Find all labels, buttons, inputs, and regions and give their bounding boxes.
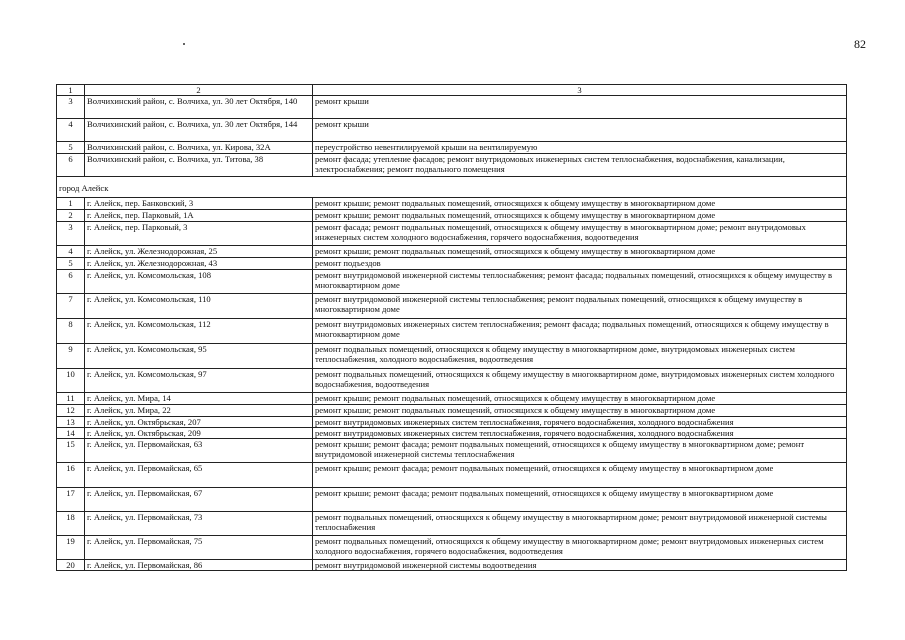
row-number: 4 (57, 245, 85, 257)
row-address: г. Алейск, ул. Первомайская, 73 (85, 512, 313, 536)
table-row (57, 293, 847, 318)
row-address: г. Алейск, ул. Первомайская, 75 (85, 536, 313, 560)
row-address: Волчихинский район, с. Волчиха, ул. Кирова, 32А (85, 142, 313, 153)
table-row (57, 153, 847, 176)
table-row (57, 439, 847, 463)
row-works: ремонт подъездов (313, 257, 847, 269)
header-row (57, 85, 847, 96)
table-row (57, 318, 847, 343)
row-number: 8 (57, 318, 85, 343)
row-number: 13 (57, 416, 85, 427)
table-row (57, 257, 847, 269)
row-address: г. Алейск, пер. Банковский, 3 (85, 197, 313, 209)
table-row (57, 427, 847, 438)
row-number: 17 (57, 488, 85, 512)
table-row (57, 245, 847, 257)
row-number: 6 (57, 269, 85, 293)
table-row (57, 142, 847, 153)
row-works: ремонт внутридомовой инженерной системы теплоснабжения; ремонт фасада; подвальных помещений, относящихся к общему имуществу в многоквартирном доме (313, 269, 847, 293)
row-number: 15 (57, 439, 85, 463)
row-address: г. Алейск, ул. Октябрьская, 209 (85, 427, 313, 438)
row-works: ремонт подвальных помещений, относящихся к общему имуществу в многоквартирном доме, внутридомовых инженерных систем холодного водоснабжения, водоотведения (313, 368, 847, 392)
row-number: 10 (57, 368, 85, 392)
row-address: г. Алейск, ул. Комсомольская, 97 (85, 368, 313, 392)
table-row (57, 536, 847, 560)
table-row (57, 463, 847, 488)
row-works: ремонт крыши; ремонт фасада; ремонт подвальных помещений, относящихся к общему имуществу в многоквартирном доме; ремонт внутридомовой инженерной системы теплоснабжения (313, 439, 847, 463)
row-address: г. Алейск, ул. Мира, 22 (85, 404, 313, 416)
row-address: Волчихинский район, с. Волчиха, ул. 30 лет Октября, 144 (85, 119, 313, 142)
row-address: Волчихинский район, с. Волчиха, ул. 30 лет Октября, 140 (85, 96, 313, 119)
row-works: ремонт крыши; ремонт подвальных помещений, относящихся к общему имуществу в многоквартирном доме (313, 404, 847, 416)
row-works: ремонт фасада; ремонт подвальных помещений, относящихся к общему имуществу в многоквартирном доме; ремонт внутридомовых инженерных систем холодного водоснабжения, горячего водоснабжения, водоотведения (313, 221, 847, 245)
table-row (57, 404, 847, 416)
table-row (57, 269, 847, 293)
row-address: г. Алейск, пер. Парковый, 1А (85, 209, 313, 221)
row-address: г. Алейск, ул. Комсомольская, 108 (85, 269, 313, 293)
section-row (57, 176, 847, 197)
row-address: г. Алейск, ул. Комсомольская, 95 (85, 343, 313, 368)
row-number: 7 (57, 293, 85, 318)
row-works: ремонт внутридомовой инженерной системы водоотведения (313, 560, 847, 571)
row-works: ремонт внутридомовых инженерных систем теплоснабжения, горячего водоснабжения, холодного водоснабжения (313, 427, 847, 438)
row-works: ремонт внутридомовых инженерных систем теплоснабжения, горячего водоснабжения, холодного водоснабжения (313, 416, 847, 427)
row-number: 4 (57, 119, 85, 142)
row-works: переустройство невентилируемой крыши на вентилируемую (313, 142, 847, 153)
header-col-1: 1 (57, 85, 85, 96)
row-address: г. Алейск, ул. Первомайская, 65 (85, 463, 313, 488)
table-row (57, 488, 847, 512)
row-number: 9 (57, 343, 85, 368)
row-works: ремонт фасада; утепление фасадов; ремонт внутридомовых инженерных систем теплоснабжения, водоснабжения, канализации, электроснабжения; ремонт подвального помещения (313, 153, 847, 176)
row-number: 5 (57, 142, 85, 153)
row-works: ремонт крыши; ремонт фасада; ремонт подвальных помещений, относящихся к общему имуществу в многоквартирном доме (313, 463, 847, 488)
row-works: ремонт подвальных помещений, относящихся к общему имуществу в многоквартирном доме; ремонт внутридомовой инженерной системы теплоснабжения (313, 512, 847, 536)
table-row (57, 119, 847, 142)
row-number: 16 (57, 463, 85, 488)
row-works: ремонт внутридомовых инженерных систем теплоснабжения; ремонт фасада; подвальных помещений, относящихся к общему имуществу в многоквартирном доме (313, 318, 847, 343)
row-number: 14 (57, 427, 85, 438)
row-works: ремонт крыши; ремонт фасада; ремонт подвальных помещений, относящихся к общему имуществу в многоквартирном доме (313, 488, 847, 512)
row-address: г. Алейск, ул. Первомайская, 63 (85, 439, 313, 463)
row-works: ремонт крыши (313, 96, 847, 119)
table-row (57, 512, 847, 536)
row-works: ремонт крыши; ремонт подвальных помещений, относящихся к общему имуществу в многоквартирном доме (313, 209, 847, 221)
table-row (57, 392, 847, 404)
row-number: 11 (57, 392, 85, 404)
header-col-2: 2 (85, 85, 313, 96)
page-number: 82 (854, 37, 866, 51)
row-number: 5 (57, 257, 85, 269)
row-number: 19 (57, 536, 85, 560)
row-number: 12 (57, 404, 85, 416)
row-number: 20 (57, 560, 85, 571)
row-address: г. Алейск, ул. Железнодорожная, 43 (85, 257, 313, 269)
row-number: 2 (57, 209, 85, 221)
row-address: г. Алейск, ул. Мира, 14 (85, 392, 313, 404)
row-works: ремонт подвальных помещений, относящихся к общему имуществу в многоквартирном доме; ремонт внутридомовых инженерных систем холодного водоснабжения, горячего водоснабжения, водоотведения (313, 536, 847, 560)
table-row (57, 96, 847, 119)
table-row (57, 197, 847, 209)
row-address: г. Алейск, пер. Парковый, 3 (85, 221, 313, 245)
row-works: ремонт подвальных помещений, относящихся к общему имуществу в многоквартирном доме, внутридомовых инженерных систем теплоснабжения, холодного водоснабжения, водоотведения (313, 343, 847, 368)
table-row (57, 560, 847, 571)
row-number: 18 (57, 512, 85, 536)
row-works: ремонт внутридомовой инженерной системы теплоснабжения; ремонт подвальных помещений, относящихся к общему имуществу в многоквартирном доме (313, 293, 847, 318)
row-works: ремонт крыши; ремонт подвальных помещений, относящихся к общему имуществу в многоквартирном доме (313, 392, 847, 404)
row-address: г. Алейск, ул. Комсомольская, 110 (85, 293, 313, 318)
table-row (57, 368, 847, 392)
row-address: г. Алейск, ул. Первомайская, 86 (85, 560, 313, 571)
row-address: г. Алейск, ул. Первомайская, 67 (85, 488, 313, 512)
table-row (57, 209, 847, 221)
section-title: город Алейск (57, 176, 847, 197)
row-address: г. Алейск, ул. Октябрьская, 207 (85, 416, 313, 427)
row-address: Волчихинский район, с. Волчиха, ул. Титова, 38 (85, 153, 313, 176)
row-number: 6 (57, 153, 85, 176)
header-col-3: 3 (313, 85, 847, 96)
repair-program-table (56, 84, 847, 571)
table-row (57, 221, 847, 245)
table-row (57, 343, 847, 368)
row-works: ремонт крыши (313, 119, 847, 142)
table-row (57, 416, 847, 427)
row-address: г. Алейск, ул. Железнодорожная, 25 (85, 245, 313, 257)
scan-dot (183, 43, 185, 45)
row-works: ремонт крыши; ремонт подвальных помещений, относящихся к общему имуществу в многоквартирном доме (313, 197, 847, 209)
row-address: г. Алейск, ул. Комсомольская, 112 (85, 318, 313, 343)
row-number: 1 (57, 197, 85, 209)
row-works: ремонт крыши; ремонт подвальных помещений, относящихся к общему имуществу в многоквартирном доме (313, 245, 847, 257)
row-number: 3 (57, 221, 85, 245)
row-number: 3 (57, 96, 85, 119)
